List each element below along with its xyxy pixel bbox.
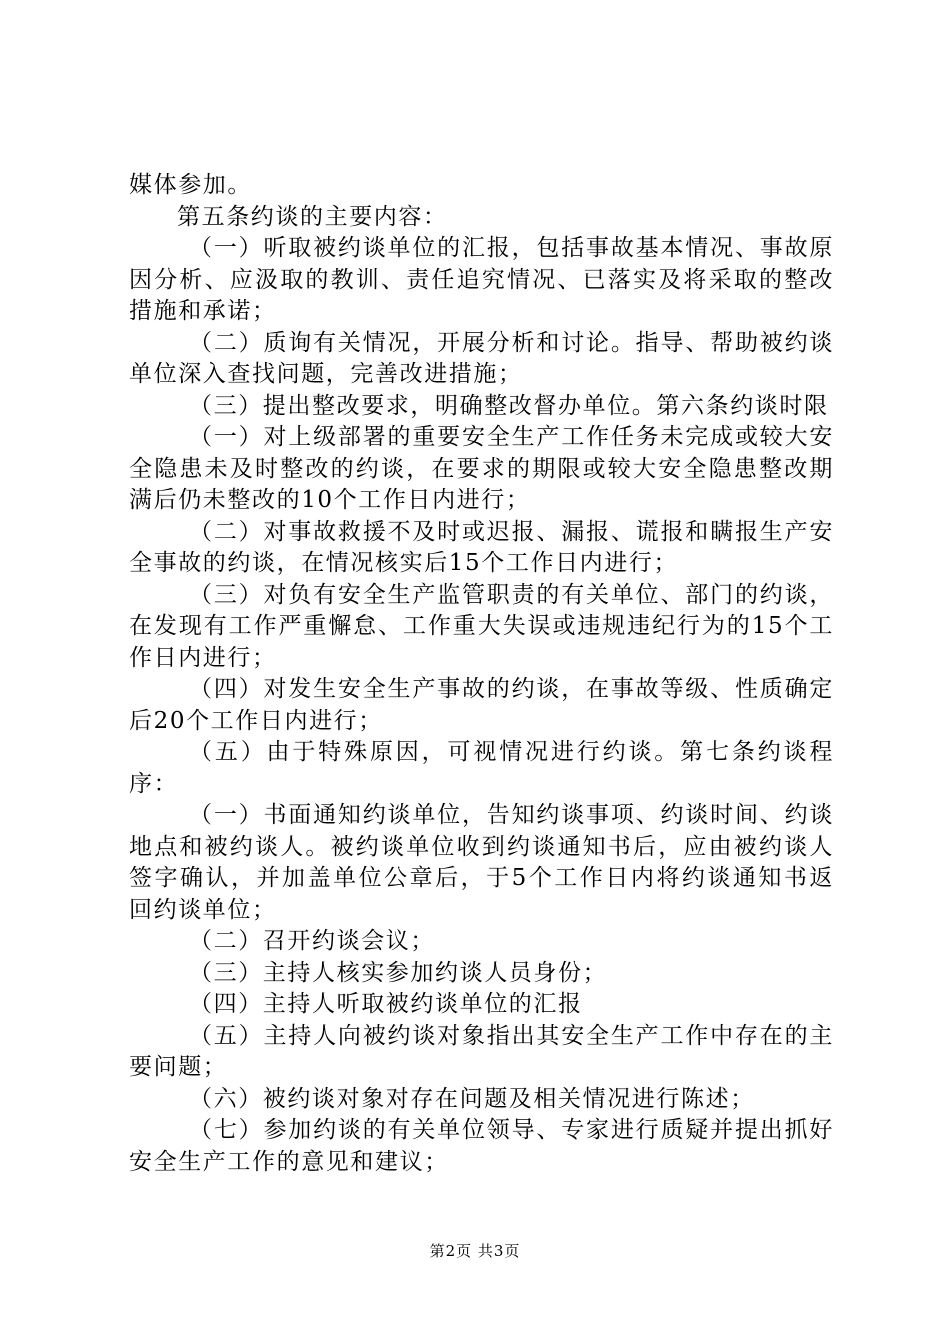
paragraph: （七）参加约谈的有关单位领导、专家进行质疑并提出抓好安全生产工作的意见和建议； [129, 1117, 834, 1175]
page-number-footer: 第2页 共3页 [429, 1242, 521, 1260]
paragraph: （二）召开约谈会议； [189, 928, 435, 954]
paragraph: 媒体参加。 [129, 172, 252, 198]
paragraph: （一）对上级部署的重要安全生产工作任务未完成或较大安全隐患未及时整改的约谈，在要求的期限或较大安全隐患整改期满后仍未整改的10个工作日内进行； [129, 424, 834, 513]
paragraph: （四）对发生安全生产事故的约谈，在事故等级、性质确定后20个工作日内进行； [129, 676, 834, 734]
paragraph: （六）被约谈对象对存在问题及相关情况进行陈述； [189, 1085, 755, 1112]
paragraph: （五）由于特殊原因，可视情况进行约谈。第七条约谈程序： [129, 739, 834, 797]
paragraph: （二）质询有关情况，开展分析和讨论。指导、帮助被约谈单位深入查找问题，完善改进措施； [129, 329, 834, 387]
paragraph: （二）对事故救援不及时或迟报、漏报、谎报和瞒报生产安全事故的约谈，在情况核实后15个工作日内进行； [129, 518, 834, 576]
document-body [129, 170, 834, 1178]
paragraph: （三）提出整改要求，明确整改督办单位。第六条约谈时限 [189, 392, 829, 419]
paragraph: （一）书面通知约谈单位，告知约谈事项、约谈时间、约谈地点和被约谈人。被约谈单位收到约谈通知书后，应由被约谈人签字确认，并加盖单位公章后，于5个工作日内将约谈通知书返回约谈单位； [129, 802, 834, 923]
paragraph: （三）对负有安全生产监管职责的有关单位、部门的约谈，在发现有工作严重懈怠、工作重大失误或违规违纪行为的15个工作日内进行； [129, 581, 834, 671]
section-heading: 第五条约谈的主要内容： [177, 203, 448, 230]
paragraph: （三）主持人核实参加约谈人员身份； [189, 959, 608, 986]
paragraph: （一）听取被约谈单位的汇报，包括事故基本情况、事故原因分析、应汲取的教训、责任追究情况、已落实及将采取的整改措施和承诺； [129, 235, 834, 324]
paragraph: （四）主持人听取被约谈单位的汇报 [189, 991, 583, 1017]
paragraph: （五）主持人向被约谈对象指出其安全生产工作中存在的主要问题； [129, 1022, 834, 1080]
